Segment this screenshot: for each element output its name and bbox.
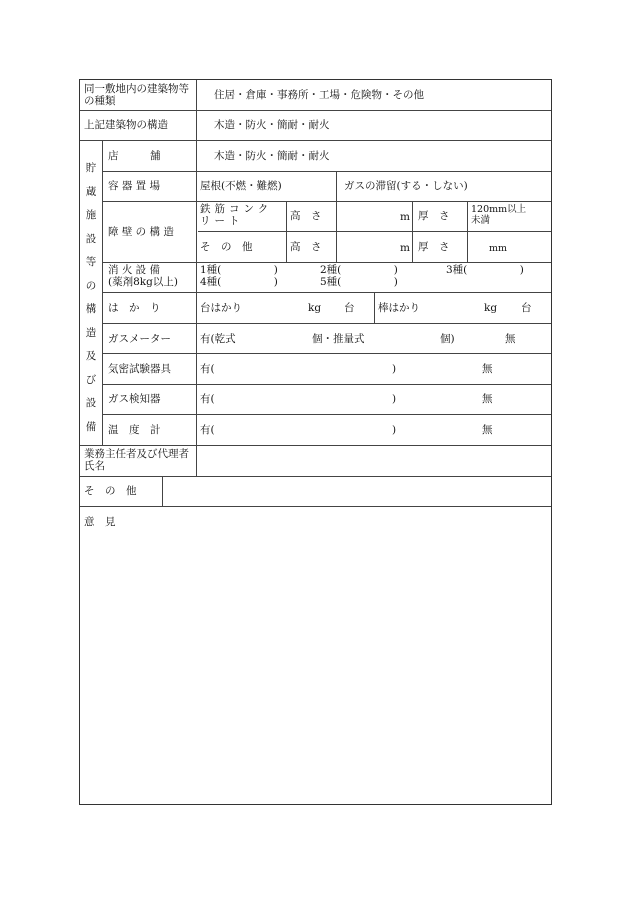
rc-label: 鉄筋コンクリート [200,203,273,227]
extinguisher-label: 消 火 設 備 [108,264,161,276]
thickness-rc-value: 120mm以上未満 [471,204,527,226]
leak-test-close: ) [392,363,397,375]
meter-unit-rc: m [400,211,410,223]
storage-facility-form [79,79,552,805]
thermometer-none: 無 [482,424,493,436]
structure-value: 木造・防火・簡耐・耐火 [214,119,330,131]
meter-unit-other: m [400,242,410,254]
structure-label: 上記建築物の構造 [84,119,168,131]
gas-meter-label: ガスメーター [108,333,171,345]
gas-detector-has: 有( [200,393,215,405]
thickness-label-rc: 厚 さ [418,210,450,222]
store-value: 木造・防火・簡耐・耐火 [214,150,330,162]
scale-label: は か り [108,302,161,314]
container-label: 容 器 置 場 [108,180,161,192]
platform-scale-label: 台はかり [200,302,242,314]
storage-vertical-label: 貯 蔵 施 設 等 の 構 造 及 び 設 備 [85,162,97,433]
opinion-label: 意 見 [84,516,116,528]
class2-field: 2種( ) [320,264,398,276]
manager-label: 業務主任者及び代理者氏名 [84,448,189,472]
thickness-label-other: 厚 さ [418,241,450,253]
gas-meter-close: 個) [440,333,455,345]
leak-test-has: 有( [200,363,215,375]
height-label-other: 高 さ [290,241,322,253]
building-type-label: 同一敷地内の建築物等の種類 [84,83,189,107]
other-label: そ の 他 [84,485,137,497]
gas-meter-inferential: 個・推量式 [312,333,365,345]
leak-test-none: 無 [482,363,493,375]
gas-detector-label: ガス検知器 [108,393,161,405]
class3-field: 3種( ) [446,264,524,276]
thermometer-close: ) [392,424,397,436]
bar-scale-label: 棒はかり [378,302,420,314]
store-label: 店 舗 [108,150,161,162]
gas-detector-none: 無 [482,393,493,405]
class4-field: 4種( ) [200,276,278,288]
gas-stagnation-value: ガスの滞留(する・しない) [344,180,468,192]
leak-test-label: 気密試験器具 [108,363,171,375]
building-type-value: 住居・倉庫・事務所・工場・危険物・その他 [214,89,424,101]
extinguisher-sublabel: (薬剤8kg以上) [108,276,178,288]
roof-value: 屋根(不燃・難燃) [200,180,282,192]
thermometer-has: 有( [200,424,215,436]
gas-meter-none: 無 [505,333,516,345]
class5-field: 5種( ) [320,276,398,288]
barrier-label: 障 壁 の 構 造 [108,226,174,238]
platform-scale-kg: kg [308,302,322,314]
thermometer-label: 温 度 計 [108,424,161,436]
class1-field: 1種( ) [200,264,278,276]
gas-detector-close: ) [392,393,397,405]
gas-meter-dry: 有(乾式 [200,333,236,345]
bar-scale-unit: 台 [521,302,532,314]
barrier-other-label: そ の 他 [200,241,253,253]
bar-scale-kg: kg [484,302,498,314]
mm-unit: mm [489,243,508,254]
height-label-rc: 高 さ [290,210,322,222]
platform-scale-unit: 台 [344,302,355,314]
